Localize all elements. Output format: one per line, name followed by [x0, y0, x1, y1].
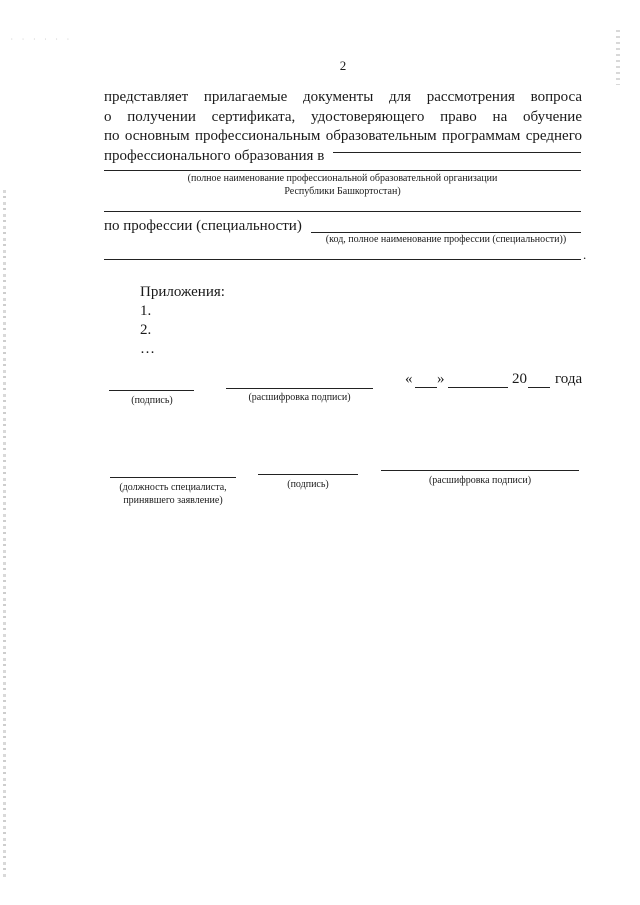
- caption-line: принявшего заявление): [123, 495, 223, 506]
- caption-line: (должность специалиста,: [119, 482, 227, 493]
- date-open-quote: «: [405, 371, 413, 387]
- profession-label: по профессии (специальности): [104, 218, 302, 234]
- applicant-decoding-line[interactable]: [226, 388, 373, 389]
- specialist-position-line[interactable]: [110, 477, 236, 478]
- specialist-position-caption: [106, 481, 240, 507]
- applicant-decoding-caption: (расшифровка подписи): [248, 392, 351, 403]
- caption-line: (полное наименование профессиональной образовательной организации: [187, 173, 498, 184]
- date-month-line[interactable]: [448, 387, 508, 388]
- attachment-item: …: [140, 341, 155, 357]
- date-year-line[interactable]: [528, 387, 550, 388]
- page-number: 2: [339, 58, 347, 73]
- specialist-decoding-line[interactable]: [381, 470, 579, 471]
- applicant-signature-caption: (подпись): [131, 395, 173, 406]
- paragraph-line: по основным профессиональным образовательным программам среднего: [104, 128, 582, 144]
- paragraph-line: представляет прилагаемые документы для рассмотрения вопроса: [104, 89, 582, 105]
- org-name-fill-line-3[interactable]: [104, 211, 581, 212]
- date-close-quote: »: [437, 371, 445, 387]
- scan-edge-artifact: [3, 190, 6, 880]
- caption-line: Республики Башкортостан): [284, 186, 401, 197]
- org-name-fill-line-2[interactable]: [104, 170, 581, 171]
- org-name-fill-line[interactable]: [333, 152, 581, 153]
- org-name-caption: [104, 172, 581, 198]
- date-day-line[interactable]: [415, 387, 437, 388]
- profession-caption: (код, полное наименование профессии (специальности)): [325, 234, 567, 245]
- paragraph-line: о получении сертификата, удостоверяющего право на обучение: [104, 108, 582, 125]
- specialist-signature-line[interactable]: [258, 474, 358, 475]
- attachments-block: [140, 283, 225, 359]
- paragraph-line: профессионального образования в: [104, 147, 325, 164]
- intro-paragraph: [104, 88, 582, 166]
- profession-fill-line-2[interactable]: [104, 259, 581, 260]
- attachments-title: Приложения:: [140, 284, 225, 300]
- scan-dots-artifact: · · · · · ·: [10, 36, 72, 43]
- attachment-item: 1.: [140, 303, 152, 319]
- applicant-signature-line[interactable]: [109, 390, 194, 391]
- date-year-prefix: 20: [512, 371, 527, 387]
- specialist-decoding-caption: (расшифровка подписи): [428, 475, 532, 486]
- attachment-item: 2.: [140, 322, 152, 338]
- date-year-word: года: [555, 371, 583, 387]
- specialist-signature-caption: (подпись): [287, 479, 329, 490]
- profession-end-mark: .: [583, 247, 587, 262]
